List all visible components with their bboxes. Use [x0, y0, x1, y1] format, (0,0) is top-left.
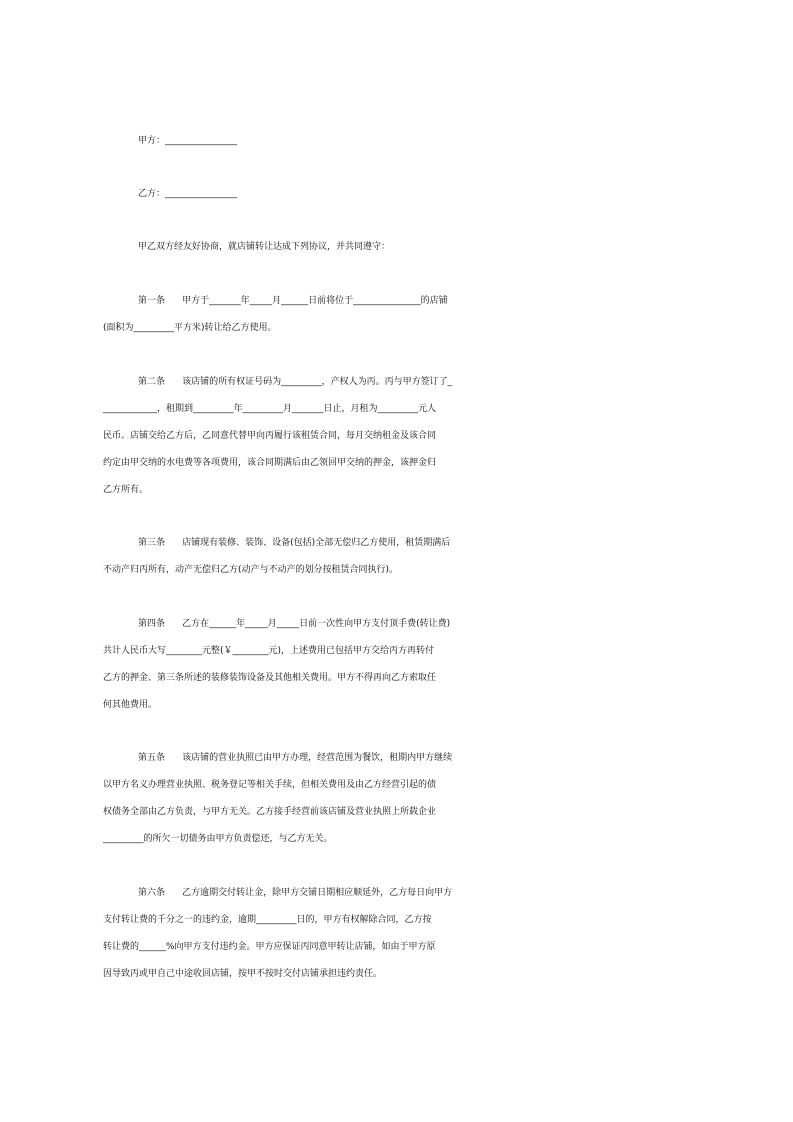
article-4-line-3: 乙方的押金、第三条所述的装修装饰设备及其他相关费用。甲方不得再向乙方索取任 [103, 673, 437, 683]
article-2-line-1: 第二条 该店铺的所有权证号码为_________，产权人为丙。丙与甲方签订了_ [138, 377, 453, 387]
article-6-line-3: 转让费的______%向甲方支付违约金。甲方应保证丙同意甲转让店铺，如由于甲方原 [103, 942, 436, 952]
article-2-line-2: ____________，租期到_________年_________月_______日止，月租为_________元人 [103, 404, 437, 414]
intro-paragraph: 甲乙双方经友好协商，就店铺转让达成下列协议，并共同遵守： [138, 242, 391, 252]
article-1-line-1: 第一条 甲方于_______年_____月______日前将位于_______________的店铺 [138, 296, 448, 306]
party-b-line: 乙方：________________ [138, 189, 238, 199]
article-5-line-1: 第五条 该店铺的营业执照已由甲方办理，经营范围为餐饮，租期内甲方继续 [138, 753, 453, 763]
article-2-line-5: 乙方所有。 [103, 485, 149, 495]
article-4-line-1: 第四条 乙方在______年_____月_____日前一次性向甲方支付顶手费(转让费) [138, 619, 451, 629]
article-5-line-4: _________的所欠一切债务由甲方负责偿还，与乙方无关。 [103, 834, 333, 844]
party-a-line: 甲方：________________ [138, 136, 238, 146]
article-5-line-2: 以甲方名义办理营业执照、税务登记等相关手续，但相关费用及由乙方经营引起的债 [103, 780, 437, 790]
article-4-line-4: 何其他费用。 [103, 700, 158, 710]
article-6-line-2: 支付转让费的千分之一的违约金，逾期_________日的，甲方有权解除合同，乙方按 [103, 915, 432, 925]
article-2-line-4: 约定由甲交纳的水电费等各项费用，该合同期满后由乙领回甲交纳的押金，该押金归 [103, 458, 437, 468]
article-6-line-4: 因导致丙或甲自己中途收回店铺，按甲不按时交付店铺承担违约责任。 [103, 969, 383, 979]
article-3-line-2: 不动产归丙所有，动产无偿归乙方(动产与不动产的划分按租赁合同执行)。 [103, 565, 399, 575]
article-5-line-3: 权债务全部由乙方负责，与甲方无关。乙方接手经营前该店铺及营业执照上所载企业 [103, 807, 437, 817]
article-1-line-2: (面积为_________平方米)转让给乙方使用。 [103, 323, 277, 333]
article-4-line-2: 共计人民币大写________元整(￥________元)，上述费用已包括甲方交给丙方再转付 [103, 646, 435, 656]
article-3-line-1: 第三条 店铺现有装修、装饰、设备(包括)全部无偿归乙方使用，租赁期满后 [138, 538, 451, 548]
article-2-line-3: 民币。店铺交给乙方后，乙同意代替甲向丙履行该租赁合同，每月交纳租金及该合同 [103, 431, 437, 441]
article-6-line-1: 第六条 乙方逾期交付转让金，除甲方交铺日期相应顺延外，乙方每日向甲方 [138, 888, 453, 898]
